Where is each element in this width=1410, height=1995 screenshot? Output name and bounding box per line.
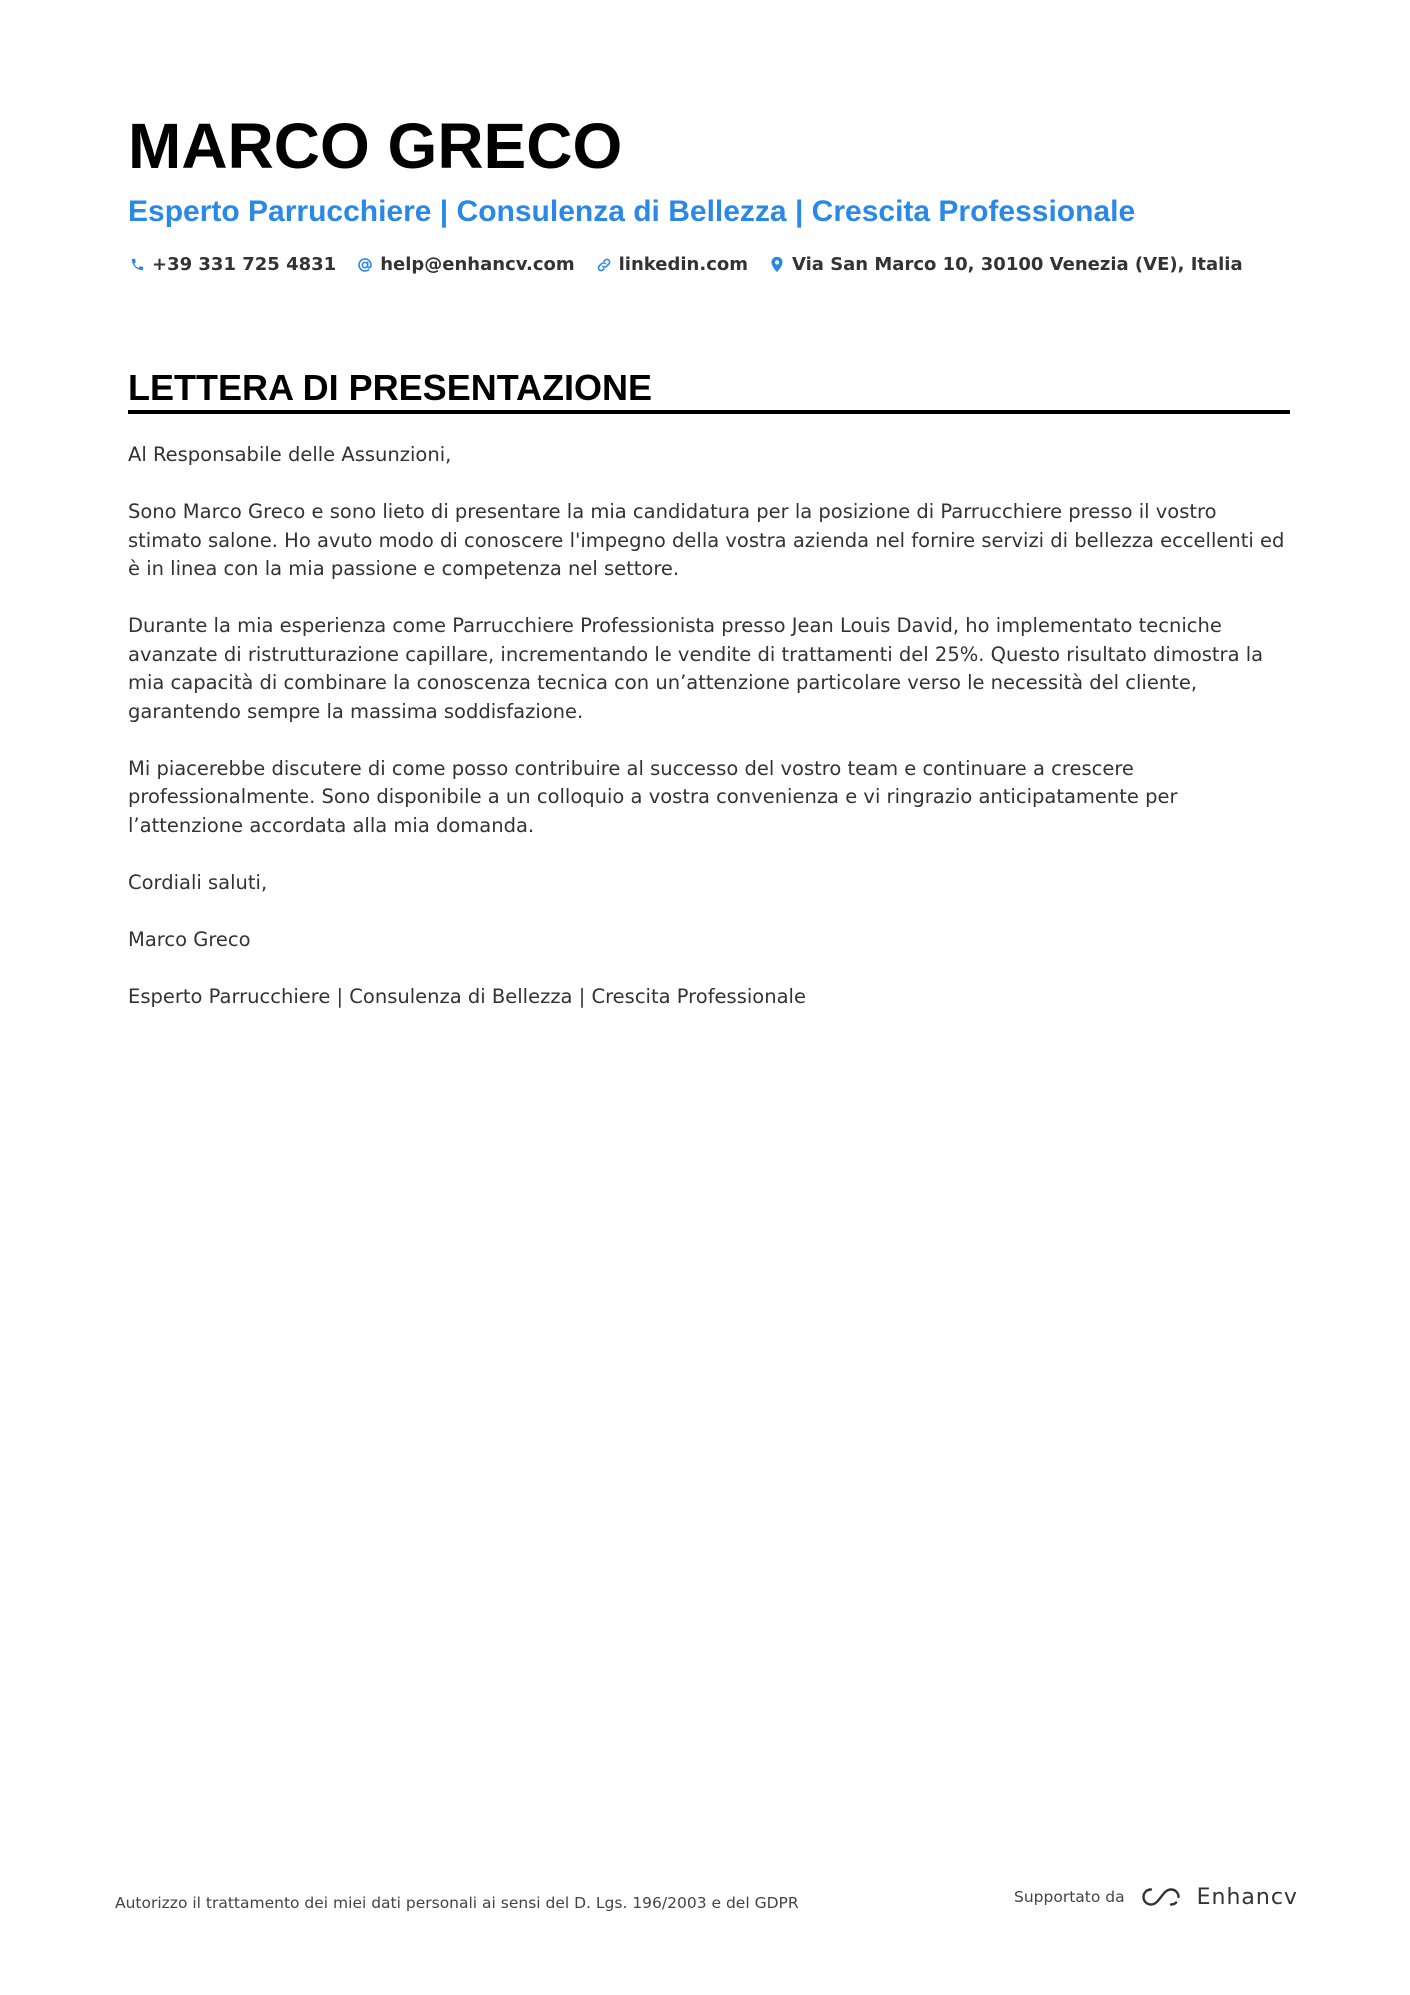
powered-by-text: Supportato da <box>1014 1888 1125 1906</box>
header <box>128 108 1288 275</box>
footer-consent: Autorizzo il trattamento dei miei dati personali ai sensi del D. Lgs. 196/2003 e del GDPR <box>115 1894 799 1912</box>
brand-wordmark: Enhancv <box>1196 1884 1298 1910</box>
enhancv-logo-icon <box>1137 1884 1185 1910</box>
letter-paragraph: Mi piacerebbe discutere di come posso contribuire al successo del vostro team e continuare a crescere professionalmente. Sono disponibile a un colloquio a vostra convenienza e vi ringrazio anticipatamente per l’attenzione accordata alla mia domanda. <box>128 756 1178 837</box>
contact-address <box>768 254 1243 275</box>
contact-phone-text: +39 331 725 4831 <box>152 254 337 275</box>
phone-icon <box>128 256 146 274</box>
contact-email-text: help@enhancv.com <box>380 254 575 275</box>
candidate-title: Esperto Parrucchiere | Consulenza di Bellezza | Crescita Professionale <box>128 195 1136 228</box>
section-divider <box>128 410 1290 414</box>
section-title: LETTERA DI PRESENTAZIONE <box>128 367 653 408</box>
letter-signature: Marco Greco <box>128 927 251 951</box>
footer-branding[interactable] <box>1014 1884 1298 1910</box>
contact-linkedin[interactable] <box>595 254 748 275</box>
at-icon <box>356 256 374 274</box>
letter-body <box>128 441 1293 1040</box>
letter-closing: Cordiali saluti, <box>128 870 268 894</box>
link-icon <box>595 256 613 274</box>
contact-address-text: Via San Marco 10, 30100 Venezia (VE), Italia <box>792 254 1243 275</box>
candidate-name: MARCO GRECO <box>128 110 623 182</box>
letter-paragraph: Sono Marco Greco e sono lieto di presentare la mia candidatura per la posizione di Parrucchiere presso il vostro stimato salone. Ho avuto modo di conoscere l'impegno della vostra azienda nel fornire servizi di bellezza eccellenti ed è in linea con la mia passione e competenza nel settore. <box>128 500 1285 580</box>
letter-paragraph: Durante la mia esperienza come Parrucchiere Professionista presso Jean Louis David, ho implementato tecniche avanzate di ristrutturazione capillare, incrementando le vendite di trattamenti del 25%. Questo risultato dimostra la mia capacità di combinare la conoscenza tecnica con un’attenzione particolare verso le necessità del cliente, garantendo sempre la massima soddisfazione. <box>128 614 1264 723</box>
letter-salutation: Al Responsabile delle Assunzioni, <box>128 443 452 466</box>
letter-signature-title: Esperto Parrucchiere | Consulenza di Bellezza | Crescita Professionale <box>128 984 806 1008</box>
location-pin-icon <box>768 256 786 274</box>
contact-linkedin-text: linkedin.com <box>618 254 748 275</box>
contact-bar <box>128 254 1288 275</box>
contact-email[interactable] <box>356 254 574 275</box>
contact-phone[interactable] <box>128 254 336 275</box>
